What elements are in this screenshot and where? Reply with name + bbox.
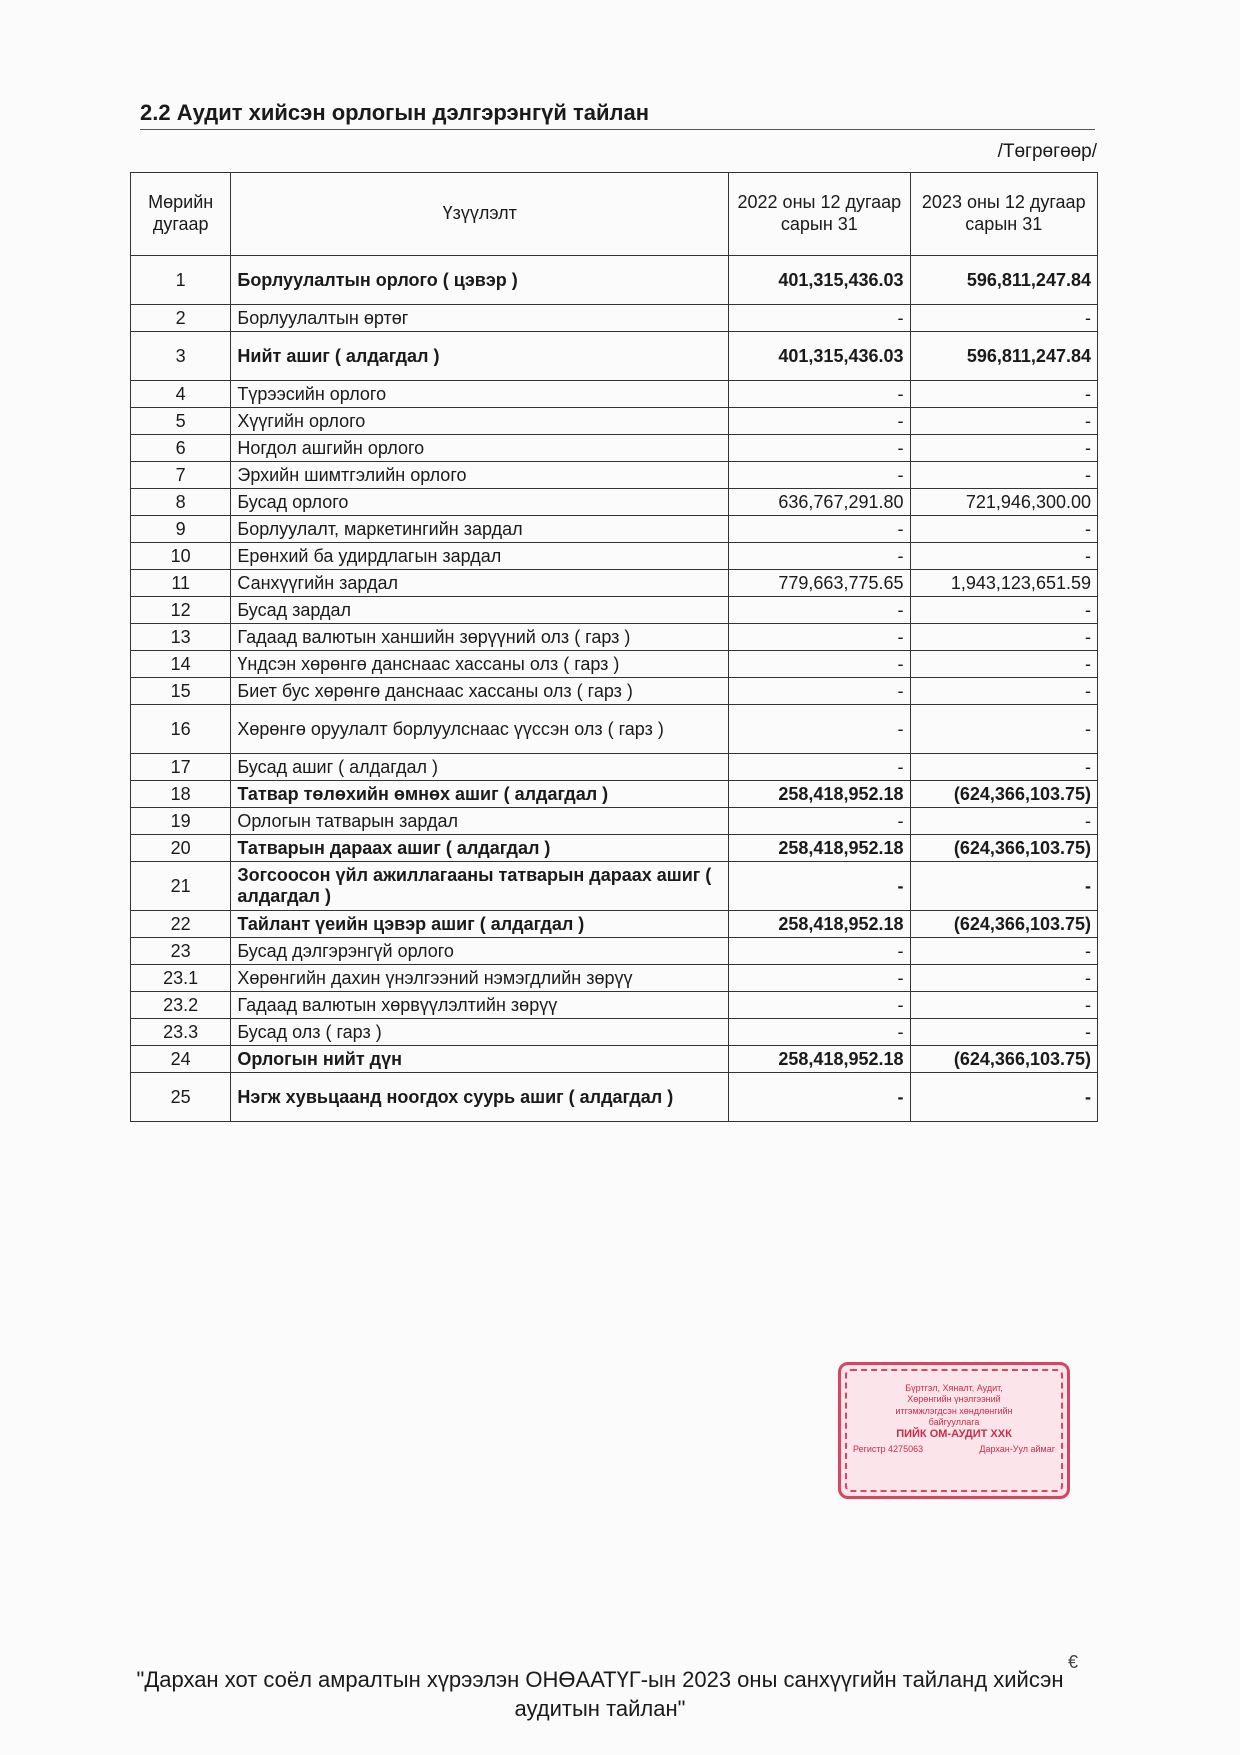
row-number-cell: 6 xyxy=(131,435,231,462)
table-body xyxy=(131,256,1098,1122)
value-2023-cell: 596,811,247.84 xyxy=(910,256,1097,305)
value-2023-cell: - xyxy=(910,462,1097,489)
indicator-cell: Бусад ашиг ( алдагдал ) xyxy=(231,754,729,781)
row-number-cell: 22 xyxy=(131,911,231,938)
table-row xyxy=(131,256,1098,305)
value-2023-cell: (624,366,103.75) xyxy=(910,781,1097,808)
table-row xyxy=(131,992,1098,1019)
row-number-cell: 14 xyxy=(131,651,231,678)
row-number-cell: 23.3 xyxy=(131,1019,231,1046)
value-2022-cell: - xyxy=(729,1073,910,1122)
table-row xyxy=(131,408,1098,435)
indicator-cell: Татвар төлөхийн өмнөх ашиг ( алдагдал ) xyxy=(231,781,729,808)
header-indicator: Үзүүлэлт xyxy=(231,173,729,256)
value-2022-cell: - xyxy=(729,516,910,543)
value-2022-cell: - xyxy=(729,965,910,992)
value-2022-cell: - xyxy=(729,754,910,781)
table-row xyxy=(131,435,1098,462)
row-number-cell: 15 xyxy=(131,678,231,705)
row-number-cell: 12 xyxy=(131,597,231,624)
table-row xyxy=(131,462,1098,489)
row-number-cell: 23 xyxy=(131,938,231,965)
value-2023-cell: (624,366,103.75) xyxy=(910,1046,1097,1073)
table-row xyxy=(131,705,1098,754)
value-2023-cell: - xyxy=(910,678,1097,705)
row-number-cell: 5 xyxy=(131,408,231,435)
value-2023-cell: - xyxy=(910,1073,1097,1122)
row-number-cell: 2 xyxy=(131,305,231,332)
row-number-cell: 10 xyxy=(131,543,231,570)
value-2023-cell: - xyxy=(910,543,1097,570)
value-2022-cell: - xyxy=(729,462,910,489)
indicator-cell: Түрээсийн орлого xyxy=(231,381,729,408)
header-row-number: Мөрийн дугаар xyxy=(131,173,231,256)
indicator-cell: Татварын дараах ашиг ( алдагдал ) xyxy=(231,835,729,862)
table-row xyxy=(131,862,1098,911)
value-2023-cell: (624,366,103.75) xyxy=(910,911,1097,938)
table-row xyxy=(131,332,1098,381)
income-statement-table xyxy=(130,172,1098,1122)
table-row xyxy=(131,597,1098,624)
value-2023-cell: - xyxy=(910,381,1097,408)
table-row xyxy=(131,965,1098,992)
row-number-cell: 20 xyxy=(131,835,231,862)
value-2022-cell: - xyxy=(729,862,910,911)
value-2023-cell: - xyxy=(910,516,1097,543)
value-2022-cell: - xyxy=(729,808,910,835)
row-number-cell: 13 xyxy=(131,624,231,651)
indicator-cell: Бусад зардал xyxy=(231,597,729,624)
stamp-company-name: ПИЙК ОМ-АУДИТ ХХК xyxy=(896,1428,1012,1440)
row-number-cell: 23.1 xyxy=(131,965,231,992)
table-row xyxy=(131,1046,1098,1073)
row-number-cell: 18 xyxy=(131,781,231,808)
table-row xyxy=(131,570,1098,597)
row-number-cell: 25 xyxy=(131,1073,231,1122)
currency-unit: /Төгрөгөөр/ xyxy=(997,141,1097,162)
value-2023-cell: - xyxy=(910,1019,1097,1046)
table-row xyxy=(131,754,1098,781)
stamp-line: Хөрөнгийн үнэлгээний xyxy=(907,1394,1001,1405)
row-number-cell: 17 xyxy=(131,754,231,781)
indicator-cell: Үндсэн хөрөнгө данснаас хассаны олз ( гарз ) xyxy=(231,651,729,678)
value-2023-cell: - xyxy=(910,705,1097,754)
table-row xyxy=(131,1019,1098,1046)
indicator-cell: Борлуулалт, маркетингийн зардал xyxy=(231,516,729,543)
value-2022-cell: - xyxy=(729,1019,910,1046)
value-2023-cell: - xyxy=(910,305,1097,332)
indicator-cell: Зогсоосон үйл ажиллагааны татварын дараах ашиг ( алдагдал ) xyxy=(231,862,729,911)
table-row xyxy=(131,678,1098,705)
table-header-row xyxy=(131,173,1098,256)
value-2022-cell: - xyxy=(729,305,910,332)
value-2023-cell: - xyxy=(910,624,1097,651)
table-row xyxy=(131,911,1098,938)
indicator-cell: Эрхийн шимтгэлийн орлого xyxy=(231,462,729,489)
handwritten-mark: € xyxy=(1068,1652,1079,1672)
value-2022-cell: 401,315,436.03 xyxy=(729,332,910,381)
value-2022-cell: - xyxy=(729,435,910,462)
indicator-cell: Орлогын нийт дүн xyxy=(231,1046,729,1073)
table-row xyxy=(131,624,1098,651)
table-row xyxy=(131,835,1098,862)
value-2022-cell: 636,767,291.80 xyxy=(729,489,910,516)
value-2023-cell: - xyxy=(910,597,1097,624)
table-row xyxy=(131,489,1098,516)
row-number-cell: 7 xyxy=(131,462,231,489)
value-2022-cell: 258,418,952.18 xyxy=(729,1046,910,1073)
indicator-cell: Гадаад валютын ханшийн зөрүүний олз ( гарз ) xyxy=(231,624,729,651)
indicator-cell: Нэгж хувьцаанд ноогдох суурь ашиг ( алдагдал ) xyxy=(231,1073,729,1122)
row-number-cell: 19 xyxy=(131,808,231,835)
stamp-line: Бүртгэл, Хяналт, Аудит, xyxy=(905,1383,1003,1393)
table-row xyxy=(131,305,1098,332)
value-2022-cell: - xyxy=(729,597,910,624)
value-2023-cell: (624,366,103.75) xyxy=(910,835,1097,862)
value-2023-cell: 1,943,123,651.59 xyxy=(910,570,1097,597)
row-number-cell: 9 xyxy=(131,516,231,543)
row-number-cell: 16 xyxy=(131,705,231,754)
value-2022-cell: 258,418,952.18 xyxy=(729,781,910,808)
stamp-location: Дархан-Уул аймаг xyxy=(979,1443,1055,1454)
indicator-cell: Борлуулалтын орлого ( цэвэр ) xyxy=(231,256,729,305)
value-2022-cell: 401,315,436.03 xyxy=(729,256,910,305)
row-number-cell: 3 xyxy=(131,332,231,381)
value-2023-cell: 596,811,247.84 xyxy=(910,332,1097,381)
indicator-cell: Хөрөнгийн дахин үнэлгээний нэмэгдлийн зөрүү xyxy=(231,965,729,992)
value-2023-cell: - xyxy=(910,808,1097,835)
value-2022-cell: - xyxy=(729,381,910,408)
indicator-cell: Ерөнхий ба удирдлагын зардал xyxy=(231,543,729,570)
value-2023-cell: - xyxy=(910,435,1097,462)
row-number-cell: 24 xyxy=(131,1046,231,1073)
row-number-cell: 8 xyxy=(131,489,231,516)
table-row xyxy=(131,781,1098,808)
row-number-cell: 1 xyxy=(131,256,231,305)
table-row xyxy=(131,938,1098,965)
value-2022-cell: 258,418,952.18 xyxy=(729,835,910,862)
indicator-cell: Хөрөнгө оруулалт борлуулснаас үүссэн олз ( гарз ) xyxy=(231,705,729,754)
table-row xyxy=(131,543,1098,570)
indicator-cell: Тайлант үеийн цэвэр ашиг ( алдагдал ) xyxy=(231,911,729,938)
row-number-cell: 21 xyxy=(131,862,231,911)
table-row xyxy=(131,651,1098,678)
value-2022-cell: 779,663,775.65 xyxy=(729,570,910,597)
value-2022-cell: - xyxy=(729,938,910,965)
value-2023-cell: - xyxy=(910,992,1097,1019)
value-2022-cell: 258,418,952.18 xyxy=(729,911,910,938)
indicator-cell: Хүүгийн орлого xyxy=(231,408,729,435)
value-2023-cell: - xyxy=(910,408,1097,435)
value-2022-cell: - xyxy=(729,651,910,678)
indicator-cell: Ногдол ашгийн орлого xyxy=(231,435,729,462)
stamp-footer xyxy=(853,1444,1055,1455)
indicator-cell: Бусад дэлгэрэнгүй орлого xyxy=(231,938,729,965)
audit-stamp xyxy=(838,1362,1070,1499)
value-2023-cell: - xyxy=(910,938,1097,965)
value-2023-cell: - xyxy=(910,651,1097,678)
stamp-register: Регистр 4275063 xyxy=(853,1443,924,1454)
value-2022-cell: - xyxy=(729,408,910,435)
report-title: 2.2 Аудит хийсэн орлогын дэлгэрэнгүй тайлан xyxy=(140,100,1095,130)
value-2022-cell: - xyxy=(729,992,910,1019)
value-2023-cell: - xyxy=(910,754,1097,781)
table-row xyxy=(131,516,1098,543)
row-number-cell: 23.2 xyxy=(131,992,231,1019)
indicator-cell: Гадаад валютын хөрвүүлэлтийн зөрүү xyxy=(231,992,729,1019)
indicator-cell: Бусад орлого xyxy=(231,489,729,516)
stamp-line: байгууллага xyxy=(928,1416,980,1427)
value-2022-cell: - xyxy=(729,678,910,705)
indicator-cell: Орлогын татварын зардал xyxy=(231,808,729,835)
indicator-cell: Борлуулалтын өртөг xyxy=(231,305,729,332)
table-row xyxy=(131,808,1098,835)
value-2022-cell: - xyxy=(729,705,910,754)
table-row xyxy=(131,381,1098,408)
value-2023-cell: - xyxy=(910,862,1097,911)
indicator-cell: Бусад олз ( гарз ) xyxy=(231,1019,729,1046)
header-2022: 2022 оны 12 дугаар сарын 31 xyxy=(729,173,910,256)
stamp-line: итгэмжлэгдсэн хөндлөнгийн xyxy=(895,1405,1013,1416)
value-2022-cell: - xyxy=(729,543,910,570)
indicator-cell: Санхүүгийн зардал xyxy=(231,570,729,597)
audit-stamp-inner xyxy=(845,1369,1063,1492)
value-2023-cell: 721,946,300.00 xyxy=(910,489,1097,516)
indicator-cell: Биет бус хөрөнгө данснаас хассаны олз ( гарз ) xyxy=(231,678,729,705)
row-number-cell: 11 xyxy=(131,570,231,597)
table-row xyxy=(131,1073,1098,1122)
value-2023-cell: - xyxy=(910,965,1097,992)
row-number-cell: 4 xyxy=(131,381,231,408)
value-2022-cell: - xyxy=(729,624,910,651)
indicator-cell: Нийт ашиг ( алдагдал ) xyxy=(231,332,729,381)
page-footer: "Дархан хот соёл амралтын хүрээлэн ОНӨААТҮГ-ын 2023 оны санхүүгийн тайланд хийсэн аудитын тайлан" xyxy=(136,1667,1064,1721)
header-2023: 2023 оны 12 дугаар сарын 31 xyxy=(910,173,1097,256)
